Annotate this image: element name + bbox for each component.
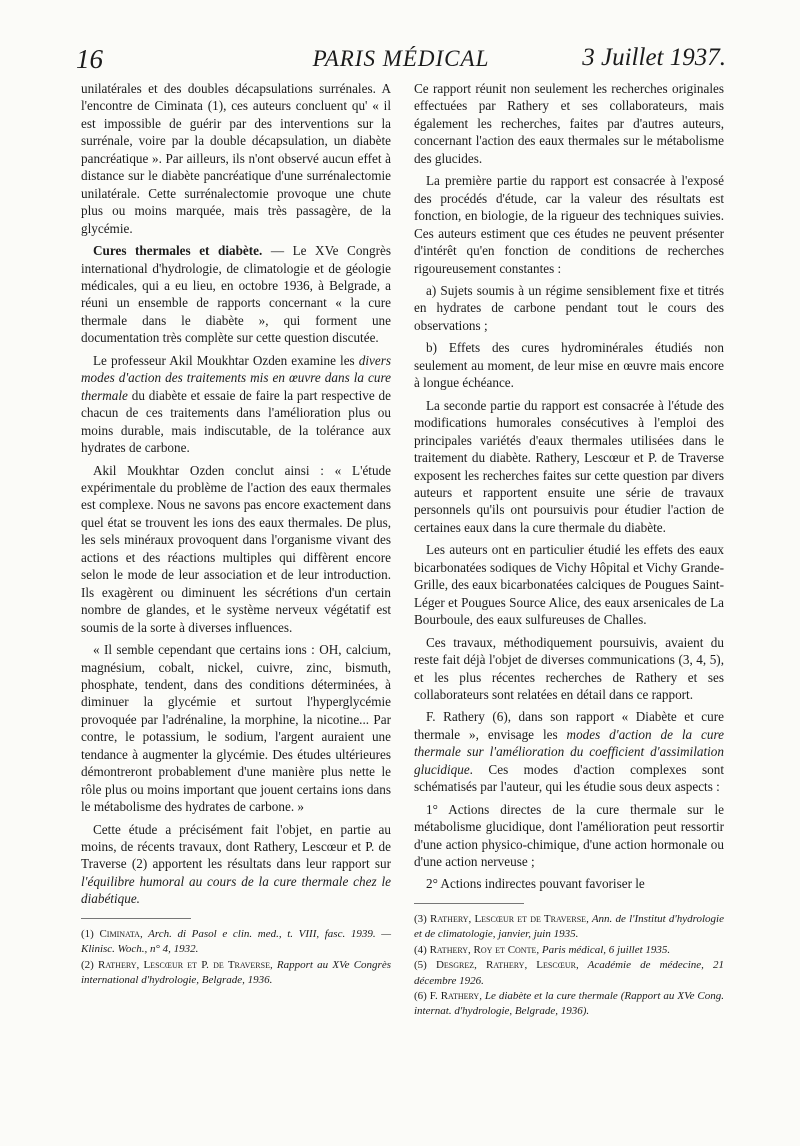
right-footnotes [414,912,724,1020]
page-header [76,40,726,74]
right-paragraph-7: Ces travaux, méthodiquement poursuivis, avaient du reste fait déjà l'objet de diverses communications (3, 4, 5), et les plus récentes recherches de Rathery et ses collaborateurs sont relatées en détail dans ce rapport. [414,634,724,702]
right-paragraph-1: Ce rapport réunit non seulement les recherches originales effectuées par Rathery et ses collaborateurs, mais également les recherches, faites par d'autres auteurs, concernant l'action des eaux thermales sur le métabolisme des glucides. [414,81,724,166]
right-paragraph-6: Les auteurs ont en particulier étudié les effets des eaux bicarbonatées sodiques de Vichy Hôpital et Vichy Grande-Grille, des eaux bicarbonatées calciques de Pougues Saint-Léger et Pougues Source Alice, des eaux arsenicales de La Bourboule, des eaux sulfureuses de Challes. [414,542,724,628]
journal-title: PARIS MÉDICAL [312,46,490,71]
right-paragraph-9: 1° Actions directes de la cure thermale sur le métabolisme glucidique, dont l'amélioration peut ressortir d'une action physico-chimique, d'une action hormonale ou d'une action nerveuse ; [414,801,724,870]
footnote-2: (2) Rathery, Lescœur et P. de Traverse, Rapport au XVe Congrès international d'hydrologie, Belgrade, 1936. [81,958,391,987]
footnote-5: (5) Desgrez, Rathery, Lescœur, Académie de médecine, 21 décembre 1926. [414,959,724,987]
right-paragraph-5: La seconde partie du rapport est consacrée à l'étude des modifications humorales consécutives à l'emploi des principales variétés d'eaux thermales utilisées dans le traitement du diabète. Rathery, Lescœur et P. de Traverse exposent les recherches faites sur cette question par divers auteurs et rapportent ensuite une série de travaux personnels qu'ils ont poursuivis pour étudier l'action de certaines eaux dans la cure thermale du diabète. [414,397,724,535]
footnote-1: (1) Ciminata, Arch. di Pasol e clin. med., t. VIII, fasc. 1939. — Klinisc. Woch., n° 4, 1932. [81,927,392,956]
left-paragraph-6: Cette étude a précisément fait l'objet, en partie au moins, de récents travaux, dont Rathery, Lescœur et P. de Traverse (2) apportent les résultats dans leur rapport sur l'équilibre humoral au cours de la cure thermale chez le diabétique. [81,821,391,907]
left-column [81,80,391,988]
right-paragraph-3: a) Sujets soumis à un régime sensiblement fixe et titrés en hydrates de carbone pendant tout le cours des observations ; [414,282,724,333]
right-paragraph-10: 2° Actions indirectes pouvant favoriser le [426,876,645,892]
left-paragraph-4: Akil Moukhtar Ozden conclut ainsi : « L'étude expérimentale du problème de l'action des eaux thermales est complexe. Nous ne savons pas encore exactement dans quel état se trouvent les ions des eaux thermales. De plus, les sels minéraux provoquent dans l'organisme vivant des actions et des réactions multiples qui diffèrent encore selon le mode de leur association et de leur introduction. Ils exagèrent ou diminuent les sécrétions d'un certain nombre de glandes, et le système nerveux végétatif est soumis de la sorte à diverses influences. [81,462,391,635]
footnote-6: (6) F. Rathery, Le diabète et la cure thermale (Rapport au XVe Cong. internat. d'hydrologie, Belgrade, 1936). [414,989,724,1018]
right-paragraph-2: La première partie du rapport est consacrée à l'exposé des procédés d'étude, car la valeur des résultats est fonction, en biologie, de la rigueur des techniques suivies. Ces auteurs estiment que ces études ne peuvent présenter d'intérêt qu'en fonction de conditions de recherches rigoureusement constantes : [414,173,724,276]
page-number: 16 [76,44,103,74]
left-paragraph-2: Cures thermales et diabète. — Le XVe Congrès international d'hydrologie, de climatologie et de géologie médicales, qui a eu lieu, en octobre 1936, à Belgrade, a réuni un ensemble de rapports concernant « la cure thermale dans le diabète », qui forment une documentation très complète sur cette question discutée. [81,243,391,346]
section-heading-cures-thermales: Cures thermales et diabète. [93,243,263,259]
issue-date: 3 Juillet 1937. [582,44,726,71]
footnote-divider [81,918,191,919]
right-column [414,80,724,1020]
left-paragraph-1: unilatérales et des doubles décapsulations surrénales. A l'encontre de Ciminata (1), ces auteurs concluent qu' « il est impossible de guérir par des interventions sur la surrénale, voire par la double décapsulation, un diabète pancréatique ». Par ailleurs, ils n'ont observé aucun effet à distance sur le diabète pancréatique d'une surrénalectomie unilatérale. Cette surrénalectomie provoque une chute plus ou moins marquée, mais très passagère, de la glycémie. [81,81,391,236]
left-paragraph-5: « Il semble cependant que certains ions : OH, calcium, magnésium, cobalt, nickel, cuivre, zinc, bismuth, phosphate, tendent, dans des conditions déterminées, à diminuer la glycémie et surtout l'hyperglycémie provoquée par l'adrénaline, la morphine, la nicotine... Par contre, le potassium, le sodium, l'argent auraient une tendance à augmenter la glycémie. Des études ultérieures démontreront probablement d'une manière plus nette le rôle plus ou moins important que jouent certains ions dans le métabolisme des hydrates de carbone. » [81,642,391,815]
footnote-4: (4) Rathery, Roy et Conte, Paris médical, 6 juillet 1935. [414,943,671,956]
right-paragraph-4: b) Effets des cures hydrominérales étudiés non seulement au moment, de leur mise en œuvre mais encore à longue échéance. [414,340,724,391]
right-paragraph-8: F. Rathery (6), dans son rapport « Diabète et cure thermale », envisage les modes d'action de la cure thermale sur l'amélioration du coefficient d'assimilation glucidique. Ces modes d'action complexes sont schématisés par l'auteur, qui les étudie sous deux aspects : [414,709,724,795]
left-footnotes [81,927,391,989]
footnote-3: (3) Rathery, Lescœur et de Traverse, Ann. de l'Institut d'hydrologie et de climatologie, janvier, juin 1935. [414,912,724,941]
left-paragraph-3: Le professeur Akil Moukhtar Ozden examine les divers modes d'action des traitements mis en œuvre dans la cure thermale du diabète et essaie de faire la part respective de chacun de ces traitements dans l'amélioration plus ou moins durable, mais indiscutable, de la tolérance aux hydrates de carbone. [81,352,391,456]
footnote-divider-right [414,903,524,904]
